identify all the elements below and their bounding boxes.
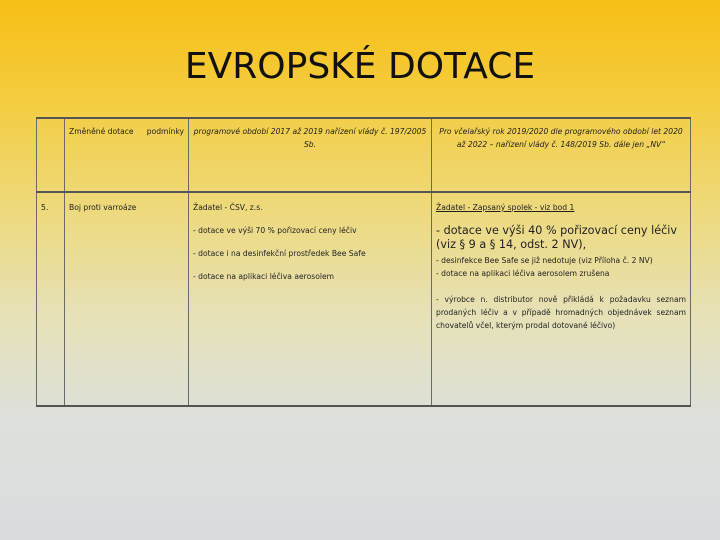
- old-subsidy-rate: - dotace ve výši 70 % pořizovací ceny léčiv: [193, 226, 357, 235]
- page-title: EVROPSKÉ DOTACE: [184, 46, 536, 87]
- old-aerosol: - dotace na aplikaci léčiva aerosolem: [193, 272, 335, 281]
- header-conditions-label: podmínky: [146, 127, 184, 136]
- old-disinfection: - dotace i na desinfekční prostředek Bee Safe: [193, 249, 366, 258]
- header-period-2017-2019: programové období 2017 až 2019 nařízení vlády č. 197/2005 Sb.: [189, 118, 432, 192]
- table-row: [37, 192, 691, 406]
- row-old-conditions: [189, 192, 432, 406]
- header-changed-conditions-cell: [65, 118, 189, 192]
- new-disinfection: - desinfekce Bee Safe se již nedotuje (viz Příloha č. 2 NV): [436, 256, 653, 265]
- row-number: 5.: [37, 192, 65, 406]
- header-changed-subsidies-label: Změněné dotace: [69, 127, 134, 136]
- header-period-2020-2022: Pro včelařský rok 2019/2020 dle programového období let 2020 až 2022 – nařízení vlády č. 148/2019 Sb. dále jen „NV“: [432, 118, 691, 192]
- new-applicant: Žadatel - Zapsaný spolek - viz bod 1: [436, 203, 575, 212]
- row-name: Boj proti varroáze: [65, 192, 189, 406]
- table-header-row: [37, 118, 691, 192]
- row-new-conditions: [432, 192, 691, 406]
- header-num-cell: [37, 118, 65, 192]
- new-subsidy-rate: - dotace ve výši 40 % pořizovací ceny léčiv (viz § 9 a § 14, odst. 2 NV),: [436, 224, 677, 251]
- old-applicant: Žadatel - ČSV, z.s.: [193, 203, 263, 212]
- subsidy-comparison-table: [36, 117, 691, 407]
- new-producer-note: - výrobce n. distributor nově přikládá k požadavku seznam prodaných léčiv a v případě hromadných objednávek seznam chovatelů včel, kterým prodal dotované léčivo): [436, 295, 686, 330]
- new-aerosol: - dotace na aplikaci léčiva aerosolem zrušena: [436, 269, 610, 278]
